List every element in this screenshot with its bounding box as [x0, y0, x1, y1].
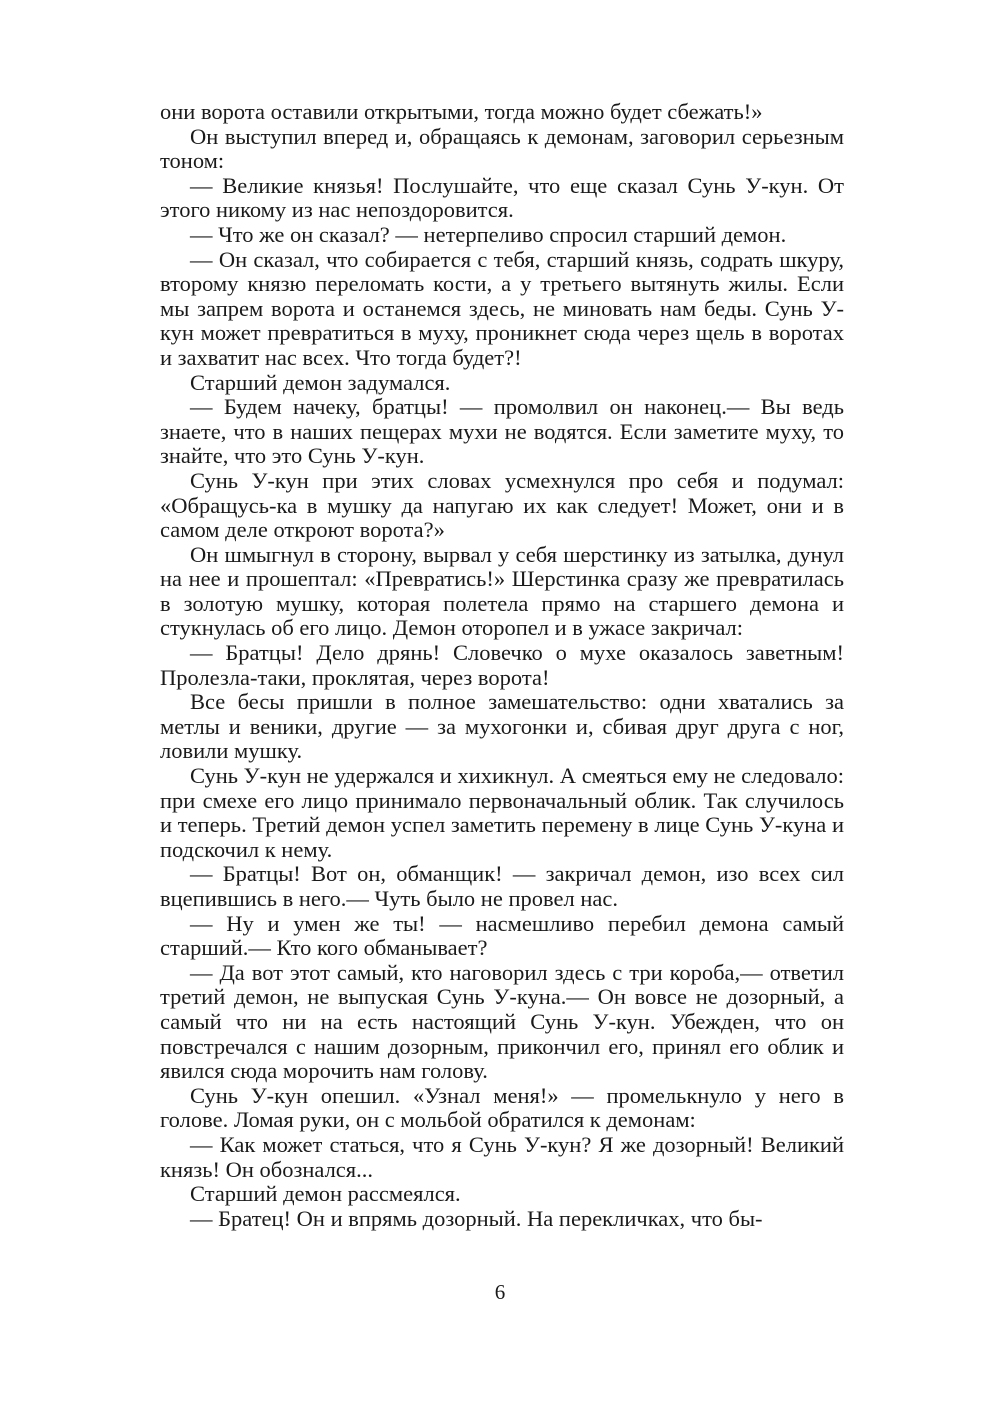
paragraph-6: Старший демон задумался. [190, 369, 451, 395]
paragraph-14: — Ну и умен же ты! — насмешливо перебил демона самый старший.— Кто кого обманывает? [160, 910, 844, 961]
paragraph-10: — Братцы! Дело дрянь! Словечко о мухе оказалось заветным! Пролезла-таки, проклятая, через ворота! [160, 640, 844, 690]
paragraph-2: Он выступил вперед и, обращаясь к демонам, заговорил серьезным тоном: [160, 123, 844, 174]
paragraph-5: — Он сказал, что собирается с тебя, старший князь, содрать шкуру, второму князю переломать кости, а у третьего вытянуть жилы. Если мы запрем ворота и останемся здесь, не миновать нам беды. Сунь У-кун может превратиться в муху, проникнет сюда через щель в воротах и захватит нас всех. Что тогда будет?! [160, 246, 844, 370]
paragraph-16: Сунь У-кун опешил. «Узнал меня!» — промелькнуло у него в голове. Ломая руки, он с мольбой обратился к демонам: [160, 1082, 844, 1133]
paragraph-17: — Как может статься, что я Сунь У-кун? Я же дозорный! Великий князь! Он обознался... [160, 1131, 844, 1182]
paragraph-4: — Что же он сказал? — нетерпеливо спросил старший демон. [190, 221, 787, 247]
page-number: 6 [494, 1280, 506, 1304]
paragraph-3: — Великие князья! Послушайте, что еще сказал Сунь У-кун. От этого никому из нас непоздоровится. [160, 172, 844, 223]
paragraph-1: они ворота оставили открытыми, тогда можно будет сбежать!» [160, 99, 763, 124]
paragraph-13: — Братцы! Вот он, обманщик! — закричал демон, изо всех сил вцепившись в него.— Чуть было не провел нас. [160, 861, 844, 911]
paragraph-7: — Будем начеку, братцы! — промолвил он наконец.— Вы ведь знаете, что в наших пещерах мухи не водятся. Если заметите муху, то знайте, что это Сунь У-кун. [160, 394, 844, 469]
page-text [160, 100, 844, 1231]
paragraph-11: Все бесы пришли в полное замешательство: одни хватались за метлы и веники, другие — за мухогонки и, сбивая друг друга с ног, ловили мушку. [160, 689, 844, 764]
paragraph-15: — Да вот этот самый, кто наговорил здесь с три короба,— ответил третий демон, не выпуская Сунь У-куна.— Он вовсе не дозорный, а самый что ни на есть настоящий Сунь У-кун. Убежден, что он повстречался с нашим дозорным, прикончил его, принял его облик и явился сюда морочить нам голову. [160, 959, 844, 1084]
paragraph-18: Старший демон рассмеялся. [190, 1181, 461, 1207]
paragraph-19: — Братец! Он и впрямь дозорный. На перекличках, что бы- [190, 1205, 763, 1231]
paragraph-9: Он шмыгнул в сторону, вырвал у себя шерстинку из затылка, дунул на нее и прошептал: «Превратись!» Шерстинка сразу же превратилась в золотую мушку, которая полетела прямо на старшего демона и стукнулась об его лицо. Демон оторопел и в ужасе закричал: [160, 541, 844, 641]
paragraph-12: Сунь У-кун не удержался и хихикнул. А смеяться ему не следовало: при смехе его лицо принимало первоначальный облик. Так случилось и теперь. Третий демон успел заметить перемену в лице Сунь У-куна и подскочил к нему. [160, 763, 844, 862]
paragraph-8: Сунь У-кун при этих словах усмехнулся про себя и подумал: «Обращусь-ка в мушку да напугаю их как следует! Может, они и в самом деле откроют ворота?» [160, 467, 844, 543]
